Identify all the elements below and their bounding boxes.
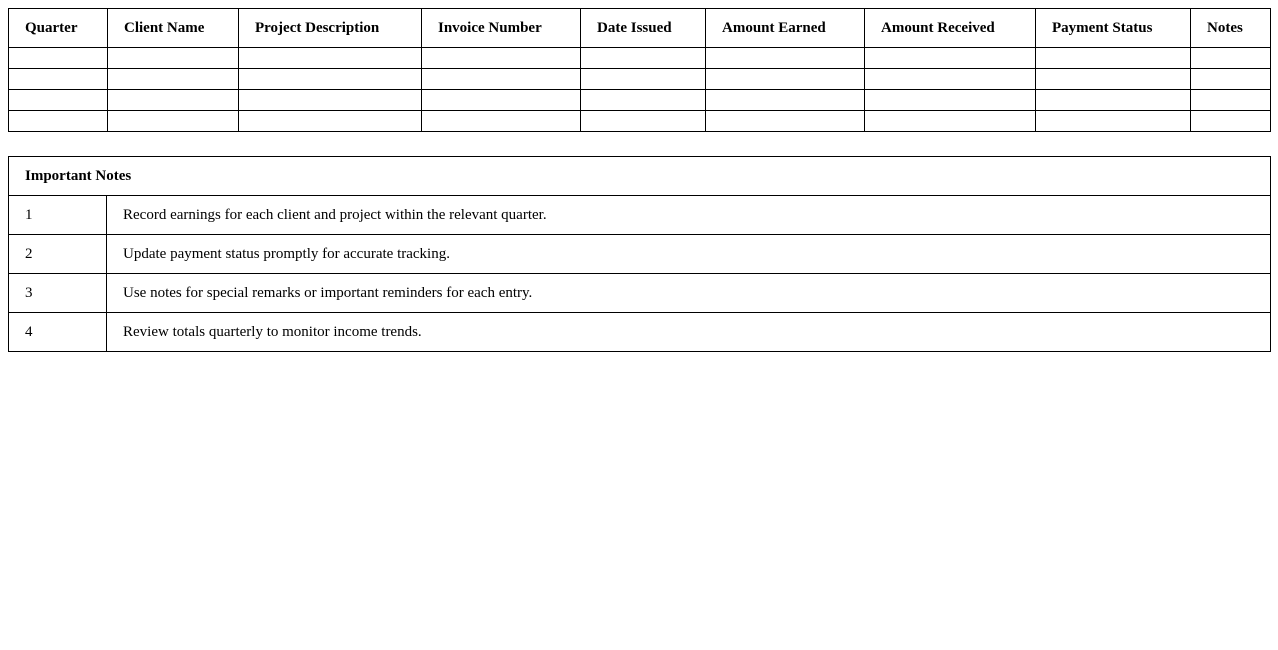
table-cell[interactable] [581,48,706,69]
table-cell[interactable] [239,69,422,90]
header-client-name: Client Name [108,9,239,48]
header-quarter: Quarter [9,9,108,48]
header-invoice-number: Invoice Number [422,9,581,48]
header-amount-received: Amount Received [865,9,1036,48]
earnings-header-row [9,9,1271,48]
table-cell[interactable] [239,111,422,132]
table-cell[interactable] [1191,69,1271,90]
notes-title: Important Notes [9,157,1271,196]
table-cell[interactable] [108,90,239,111]
table-cell[interactable] [1036,48,1191,69]
table-cell[interactable] [422,90,581,111]
table-cell[interactable] [9,90,108,111]
note-text: Update payment status promptly for accurate tracking. [107,235,1271,274]
table-cell[interactable] [581,90,706,111]
note-number: 1 [9,196,107,235]
table-cell[interactable] [1191,90,1271,111]
document-body [8,8,1270,352]
table-cell[interactable] [1191,48,1271,69]
table-cell[interactable] [9,69,108,90]
table-cell[interactable] [706,69,865,90]
header-payment-status: Payment Status [1036,9,1191,48]
table-row [9,90,1271,111]
table-cell[interactable] [1036,69,1191,90]
table-cell[interactable] [1036,111,1191,132]
table-cell[interactable] [239,90,422,111]
note-row [9,274,1271,313]
table-row [9,111,1271,132]
table-cell[interactable] [706,48,865,69]
table-cell[interactable] [422,111,581,132]
table-cell[interactable] [422,48,581,69]
note-text: Review totals quarterly to monitor income trends. [107,313,1271,352]
table-cell[interactable] [239,48,422,69]
table-cell[interactable] [1036,90,1191,111]
table-cell[interactable] [422,69,581,90]
note-text: Record earnings for each client and project within the relevant quarter. [107,196,1271,235]
header-notes: Notes [1191,9,1271,48]
table-cell[interactable] [865,48,1036,69]
note-row [9,235,1271,274]
note-number: 4 [9,313,107,352]
note-text: Use notes for special remarks or important reminders for each entry. [107,274,1271,313]
note-row [9,313,1271,352]
table-cell[interactable] [9,48,108,69]
table-cell[interactable] [865,69,1036,90]
note-row [9,196,1271,235]
table-cell[interactable] [706,111,865,132]
note-number: 2 [9,235,107,274]
table-cell[interactable] [581,69,706,90]
earnings-table [8,8,1271,132]
note-number: 3 [9,274,107,313]
table-row [9,69,1271,90]
important-notes-table [8,156,1271,352]
notes-header-row [9,157,1271,196]
table-cell[interactable] [865,111,1036,132]
table-cell[interactable] [706,90,865,111]
table-cell[interactable] [108,69,239,90]
header-amount-earned: Amount Earned [706,9,865,48]
table-row [9,48,1271,69]
table-cell[interactable] [865,90,1036,111]
header-project-description: Project Description [239,9,422,48]
table-cell[interactable] [581,111,706,132]
table-cell[interactable] [1191,111,1271,132]
header-date-issued: Date Issued [581,9,706,48]
table-cell[interactable] [108,111,239,132]
table-cell[interactable] [9,111,108,132]
table-cell[interactable] [108,48,239,69]
